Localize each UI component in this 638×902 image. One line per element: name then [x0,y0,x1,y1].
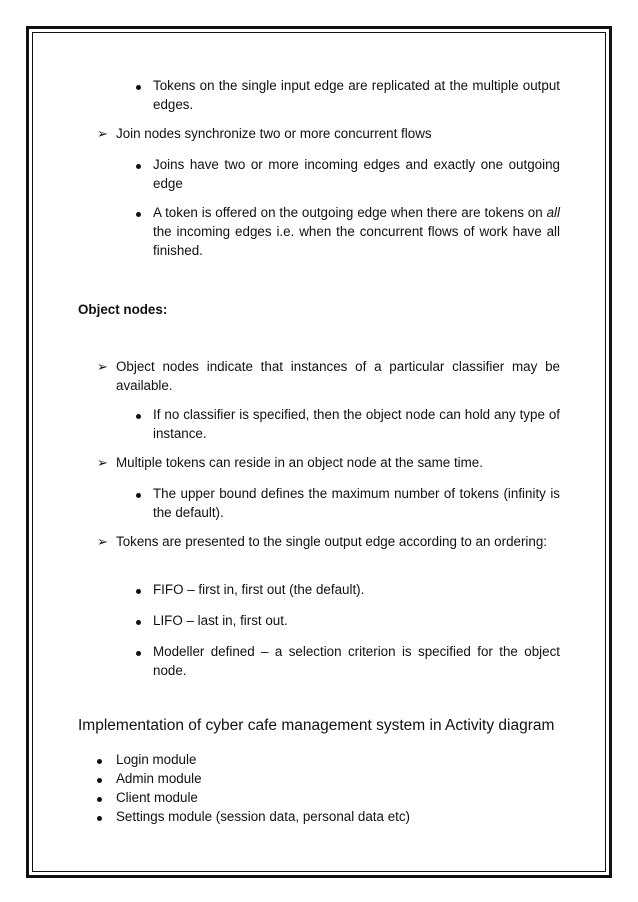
bullet-icon [136,493,141,498]
module-item: Login module [116,752,197,767]
bullet-icon [136,164,141,169]
emphasis-text: all [546,205,560,220]
bullet-icon [97,797,102,802]
list-item: Joins have two or more incoming edges and exactly one outgoing edge [153,157,560,191]
list-item: If no classifier is specified, then the object node can hold any type of instance. [153,407,560,441]
bullet-icon [136,85,141,90]
bullet-icon [136,651,141,656]
arrow-bullet-icon: ➢ [97,535,108,550]
list-item: LIFO – last in, first out. [153,613,288,628]
list-item: FIFO – first in, first out (the default). [153,582,365,597]
arrow-bullet-icon: ➢ [97,127,108,142]
list-item [153,203,560,260]
list-item-text: A token is offered on the outgoing edge when there are tokens on [153,205,547,220]
list-item: Modeller defined – a selection criterion is specified for the object node. [153,644,560,678]
arrow-bullet-icon: ➢ [97,456,108,471]
bullet-icon [136,589,141,594]
list-item: Tokens on the single input edge are replicated at the multiple output edges. [153,78,560,112]
list-item: The upper bound defines the maximum number of tokens (infinity is the default). [153,486,560,520]
list-item: Multiple tokens can reside in an object node at the same time. [116,455,483,470]
bullet-icon [136,212,141,217]
section-heading: Implementation of cyber cafe management system in Activity diagram [78,717,555,734]
list-item-text: the incoming edges i.e. when the concurrent flows of work have all finished. [153,224,560,258]
module-item: Client module [116,790,198,805]
module-item: Settings module (session data, personal data etc) [116,809,411,824]
arrow-bullet-icon: ➢ [97,360,108,375]
bullet-icon [136,414,141,419]
list-item: Tokens are presented to the single output edge according to an ordering: [116,534,548,549]
section-heading: Object nodes: [78,302,168,317]
bullet-icon [97,759,102,764]
module-item: Admin module [116,771,202,786]
list-item: Join nodes synchronize two or more concurrent flows [116,126,432,141]
bullet-icon [97,816,102,821]
bullet-icon [136,620,141,625]
bullet-icon [97,778,102,783]
list-item: Object nodes indicate that instances of a particular classifier may be available. [116,359,560,393]
